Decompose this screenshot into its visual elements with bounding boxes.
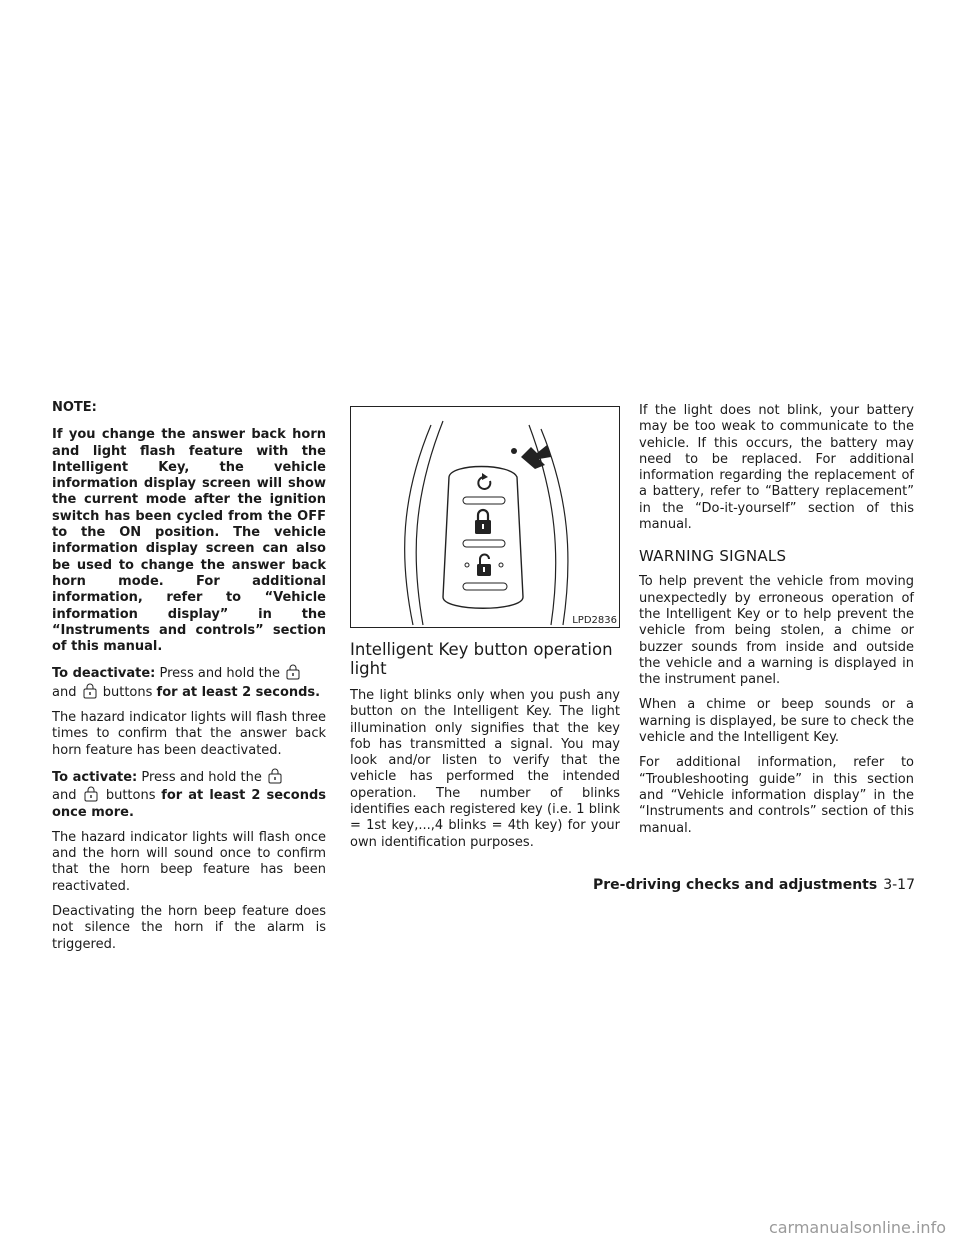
figure-code: LPD2836 (572, 615, 617, 626)
unlock-button-icon (465, 555, 503, 577)
led-light (511, 448, 517, 454)
lock-button-icon (286, 664, 300, 680)
watermark-text: carmanualsonline.info (768, 1218, 946, 1237)
footer-section-title: Pre-driving checks and adjustments (593, 877, 878, 893)
lock-button-icon (268, 768, 282, 784)
deactivate-instruction: To deactivate: Press and hold the and buttons for at least 2 seconds. (52, 666, 321, 700)
note-heading: NOTE: (52, 400, 97, 415)
unlock-button-icon (83, 683, 97, 699)
activate-result: The hazard indicator lights will flash once and the horn will sound once to confirm that the horn beep feature has been reactivated. (52, 829, 326, 894)
button-light-body: The light blinks only when you push any button on the Intelligent Key. The light illumination only signifies that the key fob has transmitted a signal. You may look and/or listen to verify that the vehicle has performed the intended operation. The number of blinks identifies each registered key (i.e. 1 blink = 1st key,...,4 blinks = 4th key) for your own identification purposes. (350, 688, 620, 850)
activate-label: To activate: (52, 769, 138, 785)
key-fob-illustration (351, 407, 619, 627)
unlock-button-icon (84, 786, 98, 802)
key-fob-figure (350, 406, 620, 628)
led-pointer-icon (521, 445, 551, 469)
watermark (0, 1220, 960, 1242)
column-right (639, 403, 914, 846)
deactivating-note: Deactivating the horn beep feature does not silence the horn if the alarm is triggered. (52, 904, 326, 952)
activate-instruction: To activate: Press and hold the and buttons for at least 2 seconds once more. (52, 769, 326, 820)
warning-paragraph-3: For additional information, refer to “Troubleshooting guide” in this section and “Vehicle information display” in the “Instruments and controls” section of this manual. (639, 755, 914, 836)
deactivate-result: The hazard indicator lights will flash three times to confirm that the answer back horn feature has been deactivated. (52, 710, 326, 758)
warning-paragraph-1: To help prevent the vehicle from moving unexpectedly by erroneous operation of the Intelligent Key or to help prevent the vehicle from being stolen, a chime or buzzer sounds from inside and outside the vehicle and a warning is displayed in the instrument panel. (639, 574, 914, 688)
section-heading-warning-signals: WARNING SIGNALS (639, 547, 787, 566)
deactivate-label: To deactivate: (52, 666, 156, 682)
warning-paragraph-2: When a chime or beep sounds or a warning is displayed, be sure to check the vehicle and the Intelligent Key. (639, 697, 914, 746)
note-body: If you change the answer back horn and light flash feature with the Intelligent Key, the vehicle information display screen will show the current mode after the ignition switch has been cycled from the OFF to the ON position. The vehicle information display screen can also be used to change the answer back horn mode. For additional information, refer to “Vehicle information display” in the “Instruments and controls” section of this manual. (52, 427, 326, 655)
column-left (52, 400, 326, 962)
section-heading-button-light: Intelligent Key button operation light (350, 640, 613, 678)
page-number: 3-17 (883, 877, 915, 893)
battery-paragraph: If the light does not blink, your battery may be too weak to communicate to the vehicle. If this occurs, the battery may need to be replaced. For additional information regarding the replacement of a battery, refer to “Battery replacement” in the “Do-it-yourself” section of this manual. (639, 403, 914, 533)
remote-start-icon (478, 473, 490, 489)
column-middle (350, 406, 620, 860)
page-footer (585, 877, 915, 893)
lock-button-icon (475, 510, 491, 534)
